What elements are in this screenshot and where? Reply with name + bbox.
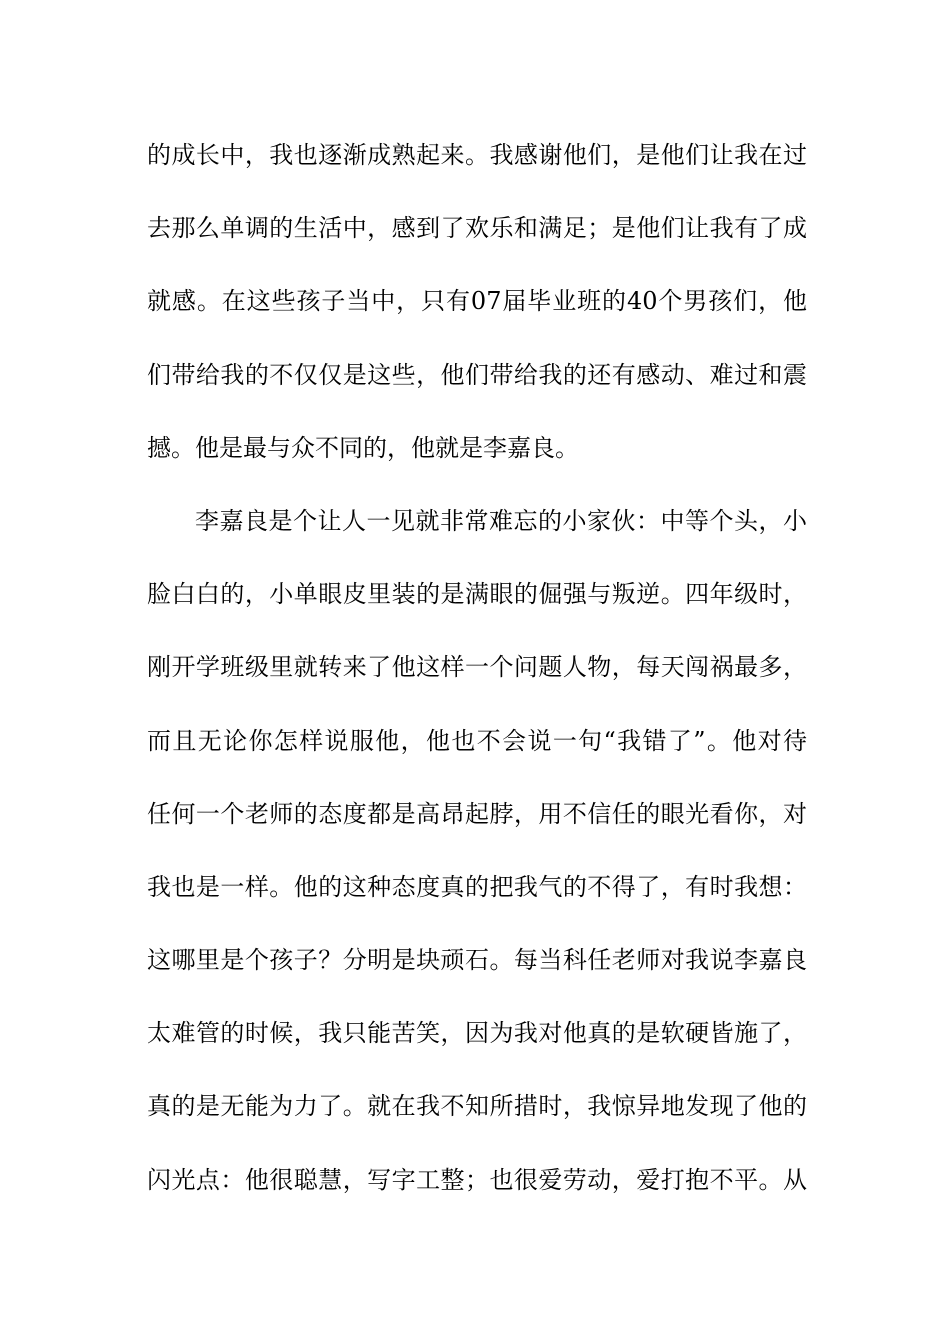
text-line: 去那么单调的生活中，感到了欢乐和满足；是他们让我有了成 (147, 214, 807, 243)
text-line: 刚开学班级里就转来了他这样一个问题人物，每天闯祸最多， (147, 653, 807, 682)
text-line: 真的是无能为力了。就在我不知所措时，我惊异地发现了他的 (147, 1092, 807, 1121)
text-line: 这哪里是个孩子？分明是块顽石。每当科任老师对我说李嘉良 (147, 946, 807, 975)
body-text (147, 126, 807, 1224)
text-line: 们带给我的不仅仅是这些，他们带给我的还有感动、难过和震 (147, 360, 807, 389)
text-line: 撼。他是最与众不同的，他就是李嘉良。 (147, 433, 579, 462)
text-line: 的成长中，我也逐渐成熟起来。我感谢他们，是他们让我在过 (147, 141, 807, 169)
text-line: 闪光点：他很聪慧，写字工整；也很爱劳动，爱打抱不平。从 (147, 1165, 807, 1194)
text-line: 就感。在这些孩子当中，只有07届毕业班的40个男孩们，他 (147, 287, 807, 316)
text-line: 脸白白的，小单眼皮里装的是满眼的倔强与叛逆。四年级时， (147, 580, 807, 609)
text-line: 而且无论你怎样说服他，他也不会说一句“我错了”。他对待 (147, 726, 807, 755)
paragraph-first-line: 李嘉良是个让人一见就非常难忘的小家伙：中等个头，小 (195, 506, 807, 535)
text-line: 太难管的时候，我只能苦笑，因为我对他真的是软硬皆施了， (147, 1019, 807, 1048)
text-line: 任何一个老师的态度都是高昂起脖，用不信任的眼光看你，对 (147, 799, 807, 828)
text-line: 我也是一样。他的这种态度真的把我气的不得了，有时我想： (147, 872, 807, 901)
